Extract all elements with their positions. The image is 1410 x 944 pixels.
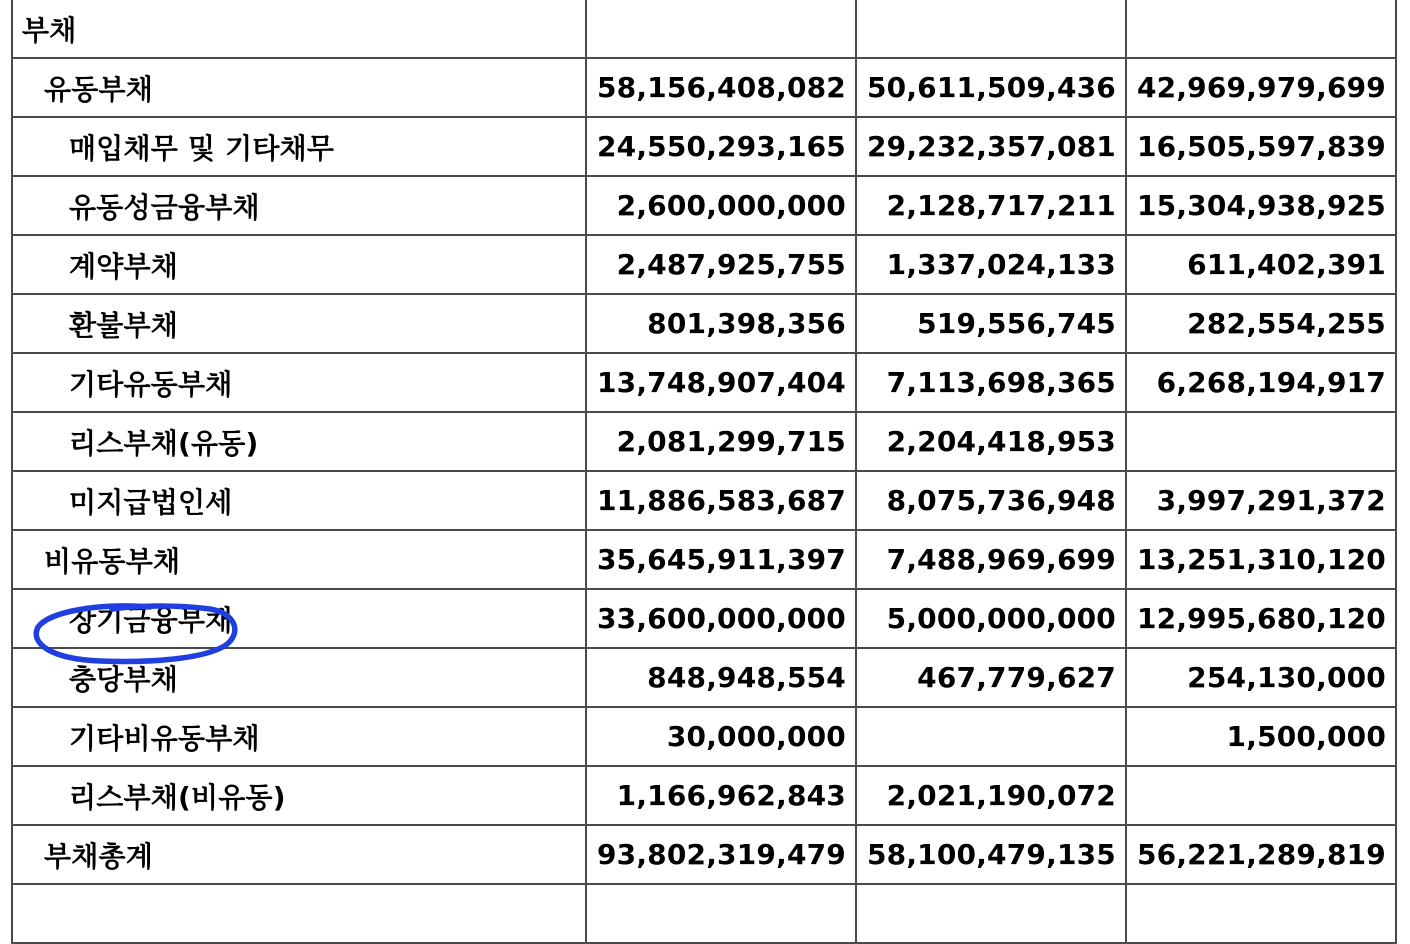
value-cell [856, 0, 1126, 58]
value-cell: 13,748,907,404 [586, 353, 856, 412]
row-label: 미지급법인세 [12, 471, 586, 530]
value-cell: 467,779,627 [856, 648, 1126, 707]
value-cell: 6,268,194,917 [1126, 353, 1396, 412]
value-cell: 1,166,962,843 [586, 766, 856, 825]
value-cell [586, 884, 856, 943]
value-cell: 30,000,000 [586, 707, 856, 766]
value-cell: 2,021,190,072 [856, 766, 1126, 825]
value-cell: 519,556,745 [856, 294, 1126, 353]
value-cell [1126, 0, 1396, 58]
liabilities-table [11, 0, 1397, 944]
table-row [12, 825, 1396, 884]
value-cell: 2,081,299,715 [586, 412, 856, 471]
row-label: 부채 [12, 0, 586, 58]
value-cell [1126, 884, 1396, 943]
value-cell: 13,251,310,120 [1126, 530, 1396, 589]
table-row [12, 648, 1396, 707]
value-cell: 93,802,319,479 [586, 825, 856, 884]
table-row [12, 471, 1396, 530]
row-label: 리스부채(유동) [12, 412, 586, 471]
table-row [12, 707, 1396, 766]
value-cell: 2,128,717,211 [856, 176, 1126, 235]
row-label: 유동부채 [12, 58, 586, 117]
row-label: 유동성금융부채 [12, 176, 586, 235]
value-cell: 50,611,509,436 [856, 58, 1126, 117]
value-cell: 15,304,938,925 [1126, 176, 1396, 235]
value-cell: 801,398,356 [586, 294, 856, 353]
row-label: 계약부채 [12, 235, 586, 294]
value-cell [856, 884, 1126, 943]
row-label: 충당부채 [12, 648, 586, 707]
table-row-highlighted [12, 589, 1396, 648]
value-cell: 58,100,479,135 [856, 825, 1126, 884]
table-row [12, 117, 1396, 176]
value-cell: 2,487,925,755 [586, 235, 856, 294]
table-row [12, 294, 1396, 353]
value-cell: 7,488,969,699 [856, 530, 1126, 589]
value-cell: 16,505,597,839 [1126, 117, 1396, 176]
table-row [12, 412, 1396, 471]
value-cell: 1,500,000 [1126, 707, 1396, 766]
value-cell: 611,402,391 [1126, 235, 1396, 294]
table-row [12, 176, 1396, 235]
row-label-highlighted: 장기금융부채 [12, 589, 586, 648]
value-cell: 35,645,911,397 [586, 530, 856, 589]
table-row [12, 353, 1396, 412]
row-label: 비유동부채 [12, 530, 586, 589]
row-label: 환불부채 [12, 294, 586, 353]
value-cell [856, 707, 1126, 766]
value-cell: 1,337,024,133 [856, 235, 1126, 294]
value-cell: 33,600,000,000 [586, 589, 856, 648]
value-cell: 8,075,736,948 [856, 471, 1126, 530]
table-row [12, 530, 1396, 589]
value-cell [586, 0, 856, 58]
row-label: 매입채무 및 기타채무 [12, 117, 586, 176]
row-label: 부채총계 [12, 825, 586, 884]
value-cell: 24,550,293,165 [586, 117, 856, 176]
value-cell: 58,156,408,082 [586, 58, 856, 117]
value-cell: 2,204,418,953 [856, 412, 1126, 471]
table-row [12, 235, 1396, 294]
value-cell: 42,969,979,699 [1126, 58, 1396, 117]
value-cell: 11,886,583,687 [586, 471, 856, 530]
balance-sheet-liabilities [11, 0, 1395, 938]
value-cell [1126, 766, 1396, 825]
value-cell: 29,232,357,081 [856, 117, 1126, 176]
value-cell: 5,000,000,000 [856, 589, 1126, 648]
table-row [12, 884, 1396, 943]
table-row [12, 58, 1396, 117]
table-row [12, 766, 1396, 825]
table-row [12, 0, 1396, 58]
value-cell: 7,113,698,365 [856, 353, 1126, 412]
value-cell: 848,948,554 [586, 648, 856, 707]
row-label: 기타유동부채 [12, 353, 586, 412]
value-cell [1126, 412, 1396, 471]
value-cell: 3,997,291,372 [1126, 471, 1396, 530]
row-label: 기타비유동부채 [12, 707, 586, 766]
value-cell: 254,130,000 [1126, 648, 1396, 707]
value-cell: 12,995,680,120 [1126, 589, 1396, 648]
value-cell: 56,221,289,819 [1126, 825, 1396, 884]
value-cell: 2,600,000,000 [586, 176, 856, 235]
row-label: 리스부채(비유동) [12, 766, 586, 825]
value-cell: 282,554,255 [1126, 294, 1396, 353]
row-label [12, 884, 586, 943]
